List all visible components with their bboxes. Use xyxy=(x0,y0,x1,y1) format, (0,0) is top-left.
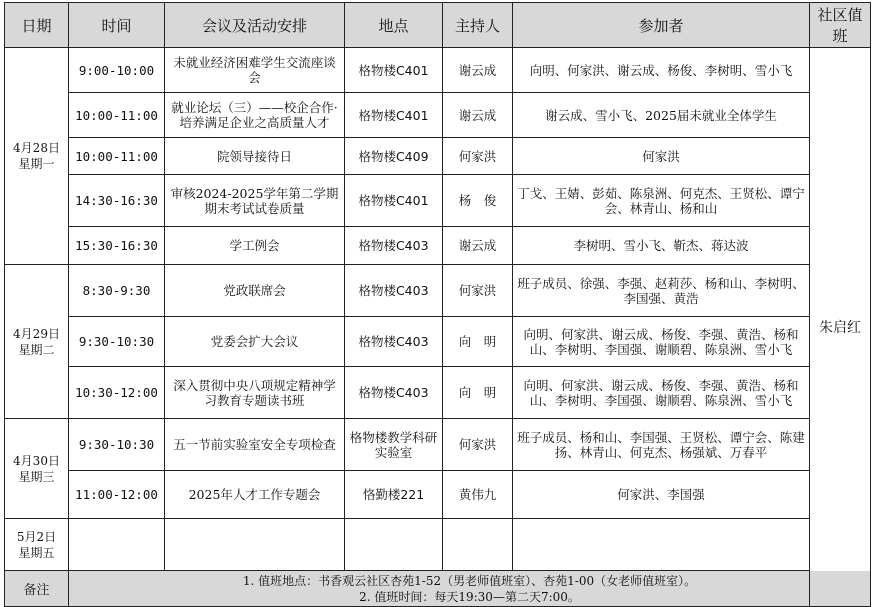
time-cell: 9:30-10:30 xyxy=(69,317,165,367)
meeting-cell: 学工例会 xyxy=(165,227,345,265)
header-host: 主持人 xyxy=(443,3,513,48)
meeting-cell: 就业论坛（三）——校企合作·培养满足企业之高质量人才 xyxy=(165,93,345,138)
date-cell xyxy=(5,265,69,419)
notes-line-1: 1. 值班地点：书香观云社区杏苑1-52（男老师值班室）、杏苑1-00（女老师值班室）。 xyxy=(242,573,697,588)
time-cell: 8:30-9:30 xyxy=(69,265,165,317)
attendees-cell: 丁戈、王婧、彭茹、陈泉洲、何克杰、王贤松、谭宁会、林青山、杨和山 xyxy=(513,175,810,227)
host-cell xyxy=(443,519,513,571)
date-cell xyxy=(5,419,69,519)
host-cell: 谢云成 xyxy=(443,227,513,265)
attendees-cell: 班子成员、杨和山、李国强、王贤松、谭宁会、陈建扬、林青山、何克杰、杨强斌、万春平 xyxy=(513,419,810,471)
attendees-cell: 班子成员、徐强、李强、赵莉莎、杨和山、李树明、李国强、黄浩 xyxy=(513,265,810,317)
place-cell xyxy=(345,519,443,571)
weekday-label: 星期一 xyxy=(18,157,55,171)
attendees-cell: 何家洪、李国强 xyxy=(513,471,810,519)
place-cell: 格物楼C403 xyxy=(345,317,443,367)
attendees-cell: 李树明、雪小飞、靳杰、蒋达波 xyxy=(513,227,810,265)
header-date: 日期 xyxy=(5,3,69,48)
time-cell: 10:00-11:00 xyxy=(69,93,165,138)
header-row xyxy=(5,3,871,48)
meeting-cell: 党委会扩大会议 xyxy=(165,317,345,367)
table-row xyxy=(5,93,871,138)
header-meeting: 会议及活动安排 xyxy=(165,3,345,48)
place-cell: 恪勤楼221 xyxy=(345,471,443,519)
table-row xyxy=(5,227,871,265)
date-label: 4月29日 xyxy=(13,326,60,341)
date-cell xyxy=(5,519,69,571)
attendees-cell: 向明、何家洪、谢云成、杨俊、李树明、雪小飞 xyxy=(513,48,810,93)
place-cell: 格物楼C409 xyxy=(345,138,443,175)
host-cell: 杨 俊 xyxy=(443,175,513,227)
host-cell: 何家洪 xyxy=(443,419,513,471)
date-cell xyxy=(5,48,69,265)
meeting-cell: 深入贯彻中央八项规定精神学习教育专题读书班 xyxy=(165,367,345,419)
weekday-label: 星期三 xyxy=(18,469,55,484)
meeting-cell: 五一节前实验室安全专项检查 xyxy=(165,419,345,471)
host-cell: 谢云成 xyxy=(443,48,513,93)
time-cell: 10:00-11:00 xyxy=(69,138,165,175)
meeting-cell: 未就业经济困难学生交流座谈会 xyxy=(165,48,345,93)
header-duty: 社区值班 xyxy=(810,3,871,48)
time-cell: 15:30-16:30 xyxy=(69,227,165,265)
place-cell: 格物楼C403 xyxy=(345,265,443,317)
duty-cell: 朱启红 xyxy=(810,48,871,607)
time-cell: 9:30-10:30 xyxy=(69,419,165,471)
place-cell: 格物楼C401 xyxy=(345,93,443,138)
host-cell: 谢云成 xyxy=(443,93,513,138)
place-cell: 格物楼教学科研实验室 xyxy=(345,419,443,471)
date-label: 5月2日 xyxy=(16,529,57,544)
date-label: 4月28日 xyxy=(13,141,60,155)
table-row xyxy=(5,419,871,471)
notes-line-2: 2. 值班时间：每天19:30—第二天7:00。 xyxy=(359,589,580,604)
weekday-label: 星期五 xyxy=(18,545,55,560)
host-cell: 何家洪 xyxy=(443,138,513,175)
meeting-cell: 审核2024-2025学年第二学期期末考试试卷质量 xyxy=(165,175,345,227)
attendees-cell: 何家洪 xyxy=(513,138,810,175)
notes-label: 备注 xyxy=(5,571,69,607)
attendees-cell: 向明、何家洪、谢云成、杨俊、李强、黄浩、杨和山、李树明、李国强、谢顺碧、陈泉洲、雪小飞 xyxy=(513,367,810,419)
place-cell: 格物楼C403 xyxy=(345,367,443,419)
host-cell: 向 明 xyxy=(443,367,513,419)
attendees-cell: 向明、何家洪、谢云成、杨俊、李强、黄浩、杨和山、李树明、李国强、谢顺碧、陈泉洲、雪小飞 xyxy=(513,317,810,367)
header-place: 地点 xyxy=(345,3,443,48)
weekday-label: 星期二 xyxy=(18,342,55,357)
table-row xyxy=(5,48,871,93)
notes-row xyxy=(5,571,871,607)
meeting-cell: 党政联席会 xyxy=(165,265,345,317)
host-cell: 何家洪 xyxy=(443,265,513,317)
table-row xyxy=(5,175,871,227)
table-row xyxy=(5,317,871,367)
header-attendees: 参加者 xyxy=(513,3,810,48)
attendees-cell xyxy=(513,519,810,571)
table-row xyxy=(5,519,871,571)
meeting-cell: 院领导接待日 xyxy=(165,138,345,175)
time-cell: 10:30-12:00 xyxy=(69,367,165,419)
place-cell: 格物楼C401 xyxy=(345,175,443,227)
place-cell: 格物楼C403 xyxy=(345,227,443,265)
notes-body xyxy=(69,571,871,607)
table-row xyxy=(5,138,871,175)
place-cell: 格物楼C401 xyxy=(345,48,443,93)
attendees-cell: 谢云成、雪小飞、2025届未就业全体学生 xyxy=(513,93,810,138)
schedule-table xyxy=(4,2,871,607)
header-time: 时间 xyxy=(69,3,165,48)
meeting-cell xyxy=(165,519,345,571)
host-cell: 黄伟九 xyxy=(443,471,513,519)
date-label: 4月30日 xyxy=(13,453,60,468)
table-row xyxy=(5,367,871,419)
table-row xyxy=(5,471,871,519)
meeting-cell: 2025年人才工作专题会 xyxy=(165,471,345,519)
host-cell: 向 明 xyxy=(443,317,513,367)
time-cell: 11:00-12:00 xyxy=(69,471,165,519)
time-cell xyxy=(69,519,165,571)
time-cell: 14:30-16:30 xyxy=(69,175,165,227)
table-row xyxy=(5,265,871,317)
time-cell: 9:00-10:00 xyxy=(69,48,165,93)
